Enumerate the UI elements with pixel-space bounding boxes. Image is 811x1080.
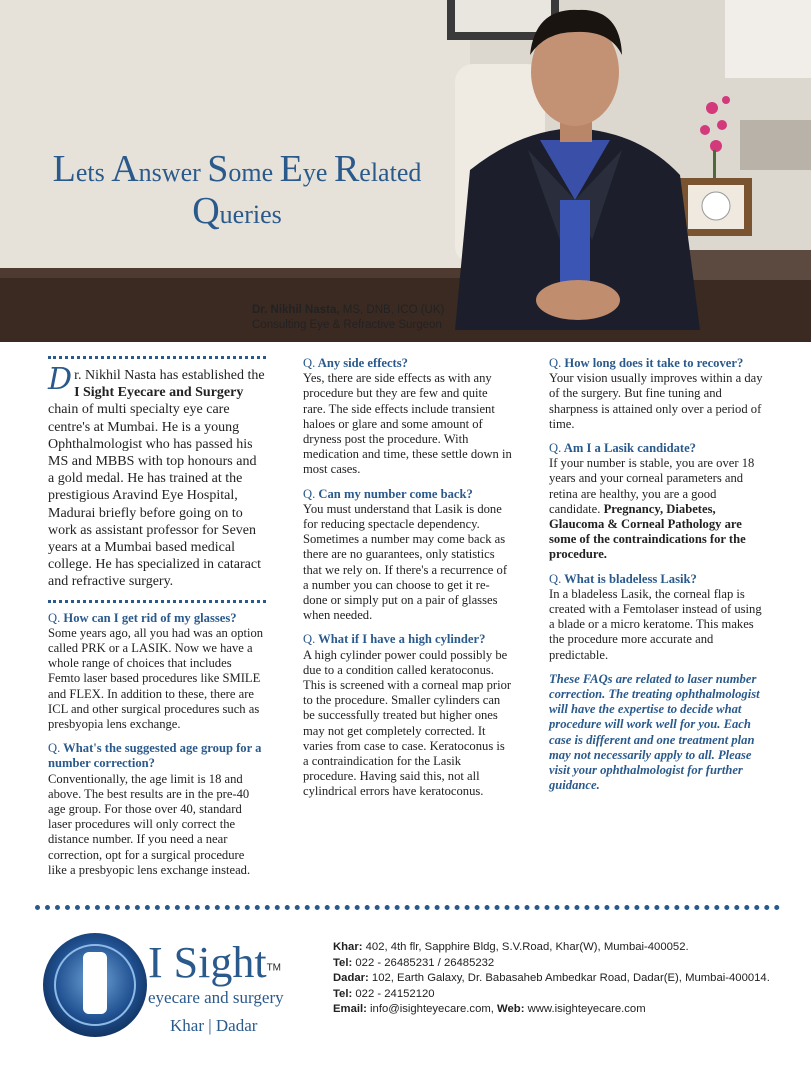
q-prefix: Q. [303, 486, 316, 501]
q-prefix: Q. [549, 571, 562, 586]
title-capital: A [111, 148, 139, 190]
khar-address: 402, 4th flr, Sapphire Bldg, S.V.Road, Khar(W), Mumbai-400052. [362, 941, 689, 953]
faq-question: How long does it take to recover? [564, 356, 744, 370]
footer-divider [35, 905, 780, 910]
faq-answer: A high cylinder power could possibly be due to a condition called keratoconus. This is screened with a corneal map prior to the procedure. Smaller cylinders can be successfully treated but higher ones may not get completely corrected. It varies from case to case. Keratoconus is a contraindication for the Lasik procedure. Having said this, not all cylindrical errors have keratoconus. [303, 647, 512, 799]
logo-eye-icon [40, 930, 150, 1040]
faq-item [549, 356, 767, 432]
column-3 [549, 356, 767, 802]
faq-question: How can I get rid of my glasses? [63, 610, 237, 625]
tel-label: Tel: [333, 956, 353, 969]
faq-answer: Conventionally, the age limit is 18 and above. The best results are in the pre-40 age group. For those over 40, standard laser procedures will only correct the distance number. If you need a near correction, opt for a surgical procedure like a presbyopic lens exchange instead. [48, 771, 251, 877]
title-capital: E [279, 148, 303, 190]
faq-item [48, 741, 266, 878]
khar-label: Khar: [333, 941, 363, 953]
dadar-address: 102, Earth Galaxy, Dr. Babasaheb Ambedkar Road, Dadar(E), Mumbai-400014. [368, 972, 770, 984]
brand-name: I Sight [148, 938, 267, 987]
faq-question: Can my number come back? [318, 486, 473, 501]
title-word-rest: ueries [219, 200, 282, 229]
faq-item [549, 441, 767, 563]
intro-text-b: chain of multi specialty eye care centre's at Mumbai. He is a young Ophthalmologist who has passed his MS and MBBS with top honours and a gold medal. He has trained at the prestigious Aravind Eye Hospital, Madurai briefly before going on to work as assistant professor for Seven years at a Mumbai based medical college. He has specialized in cataract and refractive surgery. [48, 402, 261, 590]
column-1 [48, 356, 266, 878]
tel-label: Tel: [333, 987, 353, 1000]
faq-answer: Your vision usually improves within a day of the surgery. But fine tuning and sharpness is attained only over a period of time. [549, 371, 763, 431]
title-word-rest: ome [228, 158, 280, 187]
faq-answer: If your number is stable, you are over 18 years and your corneal parameters and retina are healthy, you are a good candidate. [549, 456, 755, 516]
title-capital: Q [192, 190, 220, 232]
dropcap: D [48, 362, 73, 397]
divider [48, 356, 266, 359]
faq-answer: In a bladeless Lasik, the corneal flap is created with a Femtolaser instead of using a blade or a micro keratome. This makes the procedure more accurate and predictable. [549, 586, 762, 662]
page-title [22, 150, 452, 234]
disclaimer-note: These FAQs are related to laser number correction. The treating ophthalmologist will have the expertise to decide what procedure will work well for you. Each case is different and one treatment plan may not necessarily apply to all. Please visit your ophthalmologist for further guidance. [549, 671, 760, 793]
faq-item [303, 356, 513, 478]
q-prefix: Q. [48, 610, 61, 625]
faq-answer: Yes, there are side effects as with any procedure but they are few and quite rare. The side effects include transient haloes or glare and some amount of dryness post the procedure. With medication and time, these settle down in most cases. [303, 371, 512, 477]
web-link[interactable]: www.isighteyecare.com [524, 1003, 646, 1015]
intro-text-a: r. Nikhil Nasta has established the [74, 368, 265, 383]
hero-banner [0, 0, 811, 342]
faq-question: Any side effects? [317, 356, 408, 370]
faq-question: What if I have a high cylinder? [318, 632, 486, 647]
faq-item [303, 632, 513, 799]
brand-tagline: eyecare and surgery [148, 988, 284, 1007]
doctor-caption [252, 303, 444, 333]
faq-answer: You must understand that Lasik is done for reducing spectacle dependency. Sometimes a number may come back as there are no guarantees, only statistics that we rely on. If there's a recurrence of a number you can choose to get it re-done or simply put on a pair of glasses when needed. [303, 501, 508, 623]
faq-answer-bold: Pregnancy, Diabetes, Glaucoma & Corneal Pathology are some of the contraindications for the procedure. [549, 501, 746, 562]
title-word-rest: ye [302, 158, 334, 187]
faq-question: What's the suggested age group for a number correction? [48, 741, 262, 771]
dadar-phone: 022 - 24152120 [352, 987, 435, 1000]
web-label: Web: [497, 1003, 525, 1015]
trademark: TM [266, 962, 282, 974]
brand-branches: Khar | Dadar [170, 1016, 258, 1035]
intro-brand: I Sight Eyecare and Surgery [74, 385, 244, 401]
title-word-rest: ets [75, 158, 112, 187]
logo-text [148, 940, 284, 1038]
doctor-qualifications: MS, DNB, ICO (UK) [339, 304, 445, 316]
email-link[interactable]: info@isighteyecare.com, [366, 1003, 498, 1015]
q-prefix: Q. [303, 356, 316, 370]
email-label: Email: [333, 1003, 367, 1015]
title-capital: R [333, 148, 360, 190]
q-prefix: Q. [303, 632, 316, 647]
faq-question: Am I a Lasik candidate? [563, 441, 696, 456]
faq-item [549, 572, 767, 663]
faq-item [48, 611, 266, 733]
dadar-label: Dadar: [333, 972, 369, 984]
title-word-rest: nswer [138, 158, 208, 187]
title-line-2 [22, 192, 452, 234]
q-prefix: Q. [549, 356, 562, 370]
title-capital: L [52, 148, 76, 190]
title-line-1 [22, 150, 452, 192]
column-2 [303, 356, 513, 809]
faq-question: What is bladeless Lasik? [564, 571, 697, 586]
q-prefix: Q. [48, 741, 61, 756]
faq-answer: Some years ago, all you had was an option called PRK or a LASIK. Now we have a whole range of choices that includes Femto laser based procedures like SMILE and FLEX. In addition to these, there are ICL and other surgical procedures such as presbyopia lens exchange. [48, 625, 264, 732]
title-word-rest: elated [359, 158, 422, 187]
title-capital: S [207, 148, 229, 190]
contact-details [333, 940, 770, 1018]
divider [48, 600, 266, 603]
intro-paragraph [48, 362, 266, 591]
khar-phone: 022 - 26485231 / 26485232 [352, 956, 495, 969]
faq-item [303, 487, 513, 624]
q-prefix: Q. [549, 441, 562, 456]
doctor-role: Consulting Eye & Refractive Surgeon [252, 319, 442, 331]
doctor-name: Dr. Nikhil Nasta, [252, 304, 340, 316]
